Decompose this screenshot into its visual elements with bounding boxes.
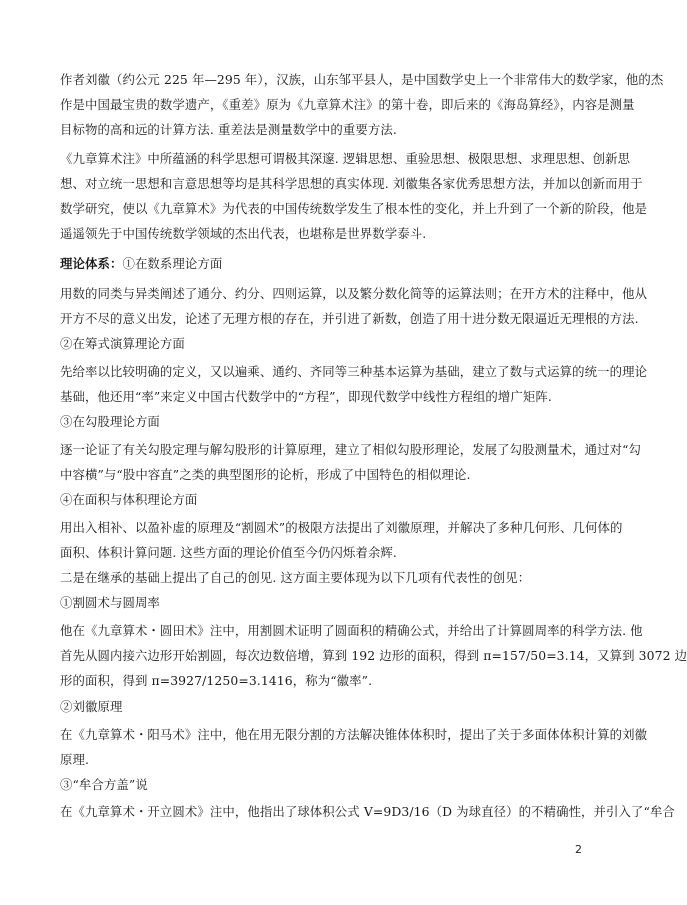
text-line: 逐一论证了有关勾股定理与解勾股形的计算原理，建立了相似勾股形理论，发展了勾股测量术，通过对“勾 <box>60 442 642 457</box>
text-line: 数学研究，使以《九章算术》为代表的中国传统数学发生了根本性的变化，并上升到了一个新的阶段，他是 <box>60 201 648 216</box>
subheading: ④在面积与体积理论方面 <box>60 492 198 507</box>
text-line: 基础，他还用“率”来定义中国古代数学中的“方程”，即现代数学中线性方程组的增广矩阵. <box>60 389 552 404</box>
subheading: ②在筹式演算理论方面 <box>60 336 185 351</box>
text-line: 用出入相补、以盈补虚的原理及“割圆术”的极限方法提出了刘徽原理，并解决了多种几何形、几何体的 <box>60 520 623 535</box>
text-line: 二是在继承的基础上提出了自己的创见. 这方面主要体现为以下几项有代表性的创见： <box>60 570 531 585</box>
text-line: 他在《九章算术・圆田术》注中，用割圆术证明了圆面积的精确公式，并给出了计算圆周率的科学方法. 他 <box>60 623 643 638</box>
text-line: 形的面积，得到 π=3927/1250=3.1416，称为“徽率”. <box>60 673 373 688</box>
text-line: 中容横”与“股中容直”之类的典型图形的论析，形成了中国特色的相似理论. <box>60 467 471 482</box>
section-heading <box>60 256 600 272</box>
text-line: 先给率以比较明确的定义，又以遍乘、通约、齐同等三种基本运算为基础，建立了数与式运算的统一的理论 <box>60 364 648 379</box>
text-line: 作者刘徽（约公元 225 年—295 年），汉族，山东邹平县人，是中国数学史上一个非常伟大的数学家，他的杰 <box>60 72 664 87</box>
text-line: 在《九章算术・开立圆术》注中，他指出了球体积公式 V=9D3/16（D 为球直径）的不精确性，并引入了“牟合 <box>60 804 675 819</box>
section-item: ①在数系理论方面 <box>122 256 223 271</box>
text-line: 目标物的高和远的计算方法. 重差法是测量数学中的重要方法. <box>60 122 397 137</box>
text-line: 开方不尽的意义出发，论述了无理方根的存在，并引进了新数，创造了用十进分数无限逼近无理根的方法. <box>60 311 639 326</box>
text-line: 想、对立统一思想和言意思想等均是其科学思想的真实体现. 刘徽集各家优秀思想方法，并加以创新而用于 <box>60 176 643 191</box>
section-label: 理论体系： <box>60 256 123 271</box>
subheading: ①割圆术与圆周率 <box>60 595 160 610</box>
page-number: 2 <box>575 843 582 856</box>
subheading: ③在勾股理论方面 <box>60 414 160 429</box>
text-line: 在《九章算术・阳马术》注中，他在用无限分割的方法解决锥体体积时，提出了关于多面体体积计算的刘徽 <box>60 727 648 742</box>
text-line: 原理. <box>60 752 90 767</box>
text-line: 面积、体积计算问题. 这些方面的理论价值至今仍闪烁着余辉. <box>60 545 397 560</box>
subheading: ③“牟合方盖”说 <box>60 777 148 792</box>
text-line: 用数的同类与异类阐述了通分、约分、四则运算，以及繁分数化简等的运算法则；在开方术的注释中，他从 <box>60 286 648 301</box>
text-line: 遥遥领先于中国传统数学领域的杰出代表，也堪称是世界数学泰斗. <box>60 226 427 241</box>
text-line: 《九章算术注》中所蕴涵的科学思想可谓极其深邃. 逻辑思想、重验思想、极限思想、求理思想、创新思 <box>60 151 631 166</box>
subheading: ②刘徽原理 <box>60 699 123 714</box>
text-line: 作是中国最宝贵的数学遗产，《重差》原为《九章算术注》的第十卷，即后来的《海岛算经》，内容是测量 <box>60 97 635 112</box>
text-line: 首先从圆内接六边形开始割圆，每次边数倍增，算到 192 边形的面积，得到 π=157/50=3.14，又算到 3072 边 <box>60 648 687 663</box>
